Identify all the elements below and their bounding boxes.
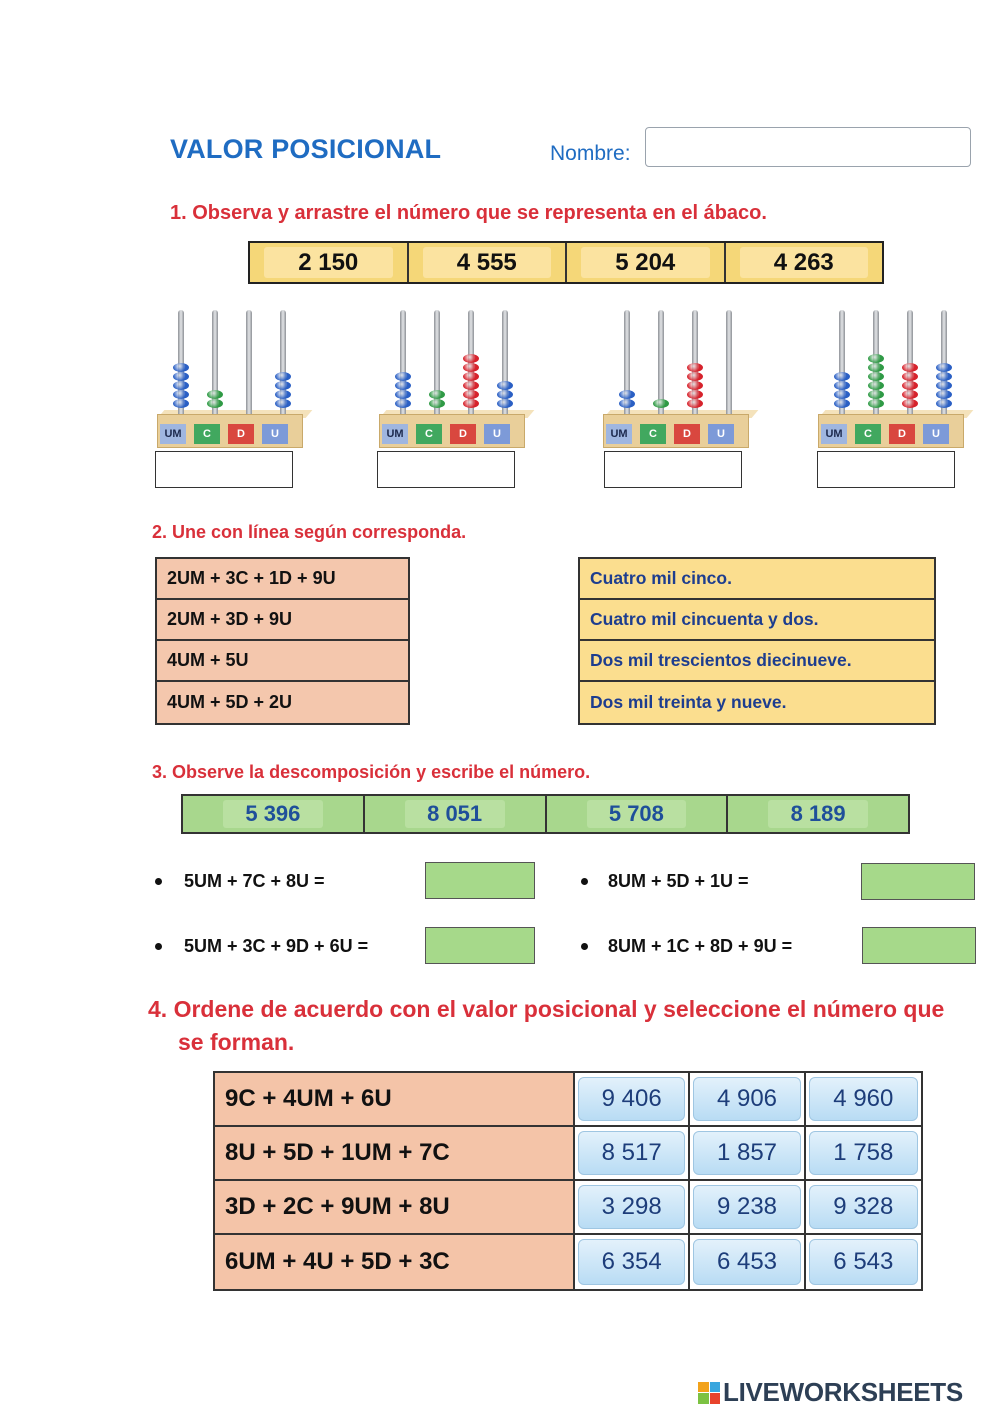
table-row [215,1127,921,1181]
option-cell [806,1181,921,1233]
option-button[interactable]: 1 758 [809,1131,918,1175]
words-cell[interactable]: Cuatro mil cincuenta y dos. [580,600,934,641]
abacus-bead [173,399,189,408]
abacus-label-u: U [708,424,734,444]
expression-cell: 6UM + 4U + 5D + 3C [215,1235,575,1289]
question-3-heading: 3. Observe la descomposición y escribe el número. [152,762,591,782]
abacus-bead [936,381,952,390]
draggable-number[interactable]: 8 189 [768,800,868,828]
abacus-bead [834,399,850,408]
table-row [215,1073,921,1127]
abacus-bead [868,354,884,363]
abacus-label-c: C [855,424,881,444]
abacus-label-c: C [194,424,220,444]
abacus-bead [868,381,884,390]
expression-cell: 8U + 5D + 1UM + 7C [215,1127,575,1179]
option-cell [806,1235,921,1289]
abacus-bead [868,390,884,399]
drag-cell [567,243,726,282]
abacus-bead [395,399,411,408]
abacus-bead [497,399,513,408]
bullet-icon [581,878,588,885]
abacus [818,310,978,450]
question-2-heading: 2. Une con línea según corresponda. [152,522,467,542]
option-button[interactable]: 9 328 [809,1185,918,1229]
draggable-number[interactable]: 5 204 [581,247,710,278]
option-button[interactable]: 9 406 [578,1077,685,1121]
bullet-icon [155,878,162,885]
expression-cell[interactable]: 2UM + 3D + 9U [157,600,408,641]
table-row [215,1235,921,1289]
abacus-bead [395,372,411,381]
option-button[interactable]: 8 517 [578,1131,685,1175]
abacus [157,310,317,450]
bullet-icon [581,943,588,950]
draggable-number[interactable]: 2 150 [264,247,393,278]
abacus-bead [463,390,479,399]
abacus-bead [173,363,189,372]
abacus-rod-u [726,310,732,422]
draggable-number[interactable]: 5 396 [223,800,323,828]
abacus-bead [834,381,850,390]
abacus-bead [173,381,189,390]
abacus-bead [463,354,479,363]
abacus-bead [497,381,513,390]
abacus-bead [936,372,952,381]
abacus-bead [463,363,479,372]
abacus-bead [429,399,445,408]
abacus-bead [275,399,291,408]
abacus-bead [429,390,445,399]
draggable-number[interactable]: 4 263 [740,247,869,278]
abacus-bead [463,372,479,381]
name-label: Nombre: [550,142,631,165]
number-bank-cell [365,796,547,832]
option-cell [575,1235,690,1289]
option-cell [806,1073,921,1125]
selection-table [213,1071,923,1291]
abacus-label-u: U [484,424,510,444]
abacus-bead [687,399,703,408]
option-button[interactable]: 1 857 [693,1131,800,1175]
option-cell [690,1127,805,1179]
words-cell[interactable]: Dos mil treinta y nueve. [590,692,787,712]
option-cell [575,1127,690,1179]
drag-cell [726,243,883,282]
expression-cell[interactable]: 4UM + 5U [157,641,408,682]
abacus-bead [207,390,223,399]
option-button[interactable]: 6 354 [578,1239,685,1285]
abacus-label-c: C [416,424,442,444]
words-table [578,557,936,725]
option-button[interactable]: 3 298 [578,1185,685,1229]
worksheet-title: VALOR POSICIONAL [170,134,442,164]
abacus-bead [497,390,513,399]
abacus-answer-box[interactable] [377,451,515,488]
abacus-bead [173,372,189,381]
liveworksheets-logo [698,1377,963,1408]
answer-drop-box[interactable] [861,863,975,900]
abacus-bead [687,381,703,390]
number-bank-cell [183,796,365,832]
table-row [215,1181,921,1235]
abacus-bead [619,390,635,399]
drag-cell [409,243,568,282]
abacus-bead [936,390,952,399]
abacus-bead [936,363,952,372]
equation-text: 5UM + 7C + 8U = [184,871,325,891]
abacus-label-c: C [640,424,666,444]
expression-cell: 9C + 4UM + 6U [215,1073,575,1125]
abacus [603,310,763,450]
bullet-icon [155,943,162,950]
abacus-bead [687,372,703,381]
equation-text: 8UM + 1C + 8D + 9U = [608,936,793,956]
name-input[interactable] [645,127,971,167]
option-button[interactable]: 6 543 [809,1239,918,1285]
expression-cell: 3D + 2C + 9UM + 8U [215,1181,575,1233]
abacus-label-um: UM [382,424,408,444]
drag-number-bar [248,241,884,284]
option-button[interactable]: 4 906 [693,1077,800,1121]
equation-text: 8UM + 5D + 1U = [608,871,749,891]
number-bank-bar [181,794,910,834]
question-4-heading [148,993,998,1059]
abacus-rod-d [246,310,252,422]
equation-text: 5UM + 3C + 9D + 6U = [184,936,369,956]
abacus-answer-box[interactable] [817,451,955,488]
answer-drop-box[interactable] [425,927,535,964]
abacus-label-u: U [262,424,288,444]
abacus-bead [207,399,223,408]
abacus-bead [902,363,918,372]
draggable-number[interactable]: 8 051 [405,800,505,828]
abacus-label-um: UM [606,424,632,444]
abacus-bead [619,399,635,408]
abacus-bead [902,390,918,399]
words-cell[interactable]: Cuatro mil cinco. [580,559,934,600]
abacus-bead [936,399,952,408]
words-cell[interactable]: Dos mil trescientos diecinueve. [580,641,934,682]
answer-drop-box[interactable] [425,862,535,899]
option-cell [690,1235,805,1289]
option-cell [575,1181,690,1233]
logo-text: LIVEWORKSHEETS [723,1377,963,1407]
abacus-label-um: UM [160,424,186,444]
option-cell [690,1181,805,1233]
abacus-bead [902,399,918,408]
draggable-number[interactable]: 4 555 [423,247,552,278]
abacus-label-d: D [228,424,254,444]
abacus-bead [275,390,291,399]
abacus-bead [834,372,850,381]
option-cell [806,1127,921,1179]
abacus-bead [902,372,918,381]
option-cell [690,1073,805,1125]
answer-drop-box[interactable] [862,927,976,964]
abacus-bead [868,399,884,408]
question-4-heading-line2: se forman. [178,1029,295,1055]
number-bank-cell [728,796,908,832]
abacus-bead [868,363,884,372]
abacus-label-d: D [674,424,700,444]
question-4-heading-line1: 4. Ordene de acuerdo con el valor posicional y seleccione el número que [148,996,945,1022]
option-cell [575,1073,690,1125]
expression-cell[interactable]: 2UM + 3C + 1D + 9U [157,559,408,600]
abacus-bead [275,372,291,381]
abacus-bead [173,390,189,399]
abacus-answer-box[interactable] [155,451,293,488]
abacus-answer-box[interactable] [604,451,742,488]
abacus-bead [902,381,918,390]
logo-icon [698,1382,720,1404]
abacus-label-d: D [450,424,476,444]
abacus-label-um: UM [821,424,847,444]
abacus-bead [275,381,291,390]
draggable-number[interactable]: 5 708 [587,800,687,828]
abacus-bead [868,372,884,381]
abacus-bead [463,399,479,408]
abacus-label-d: D [889,424,915,444]
option-button[interactable]: 6 453 [693,1239,800,1285]
expression-cell[interactable]: 4UM + 5D + 2U [167,692,293,712]
abacus-bead [687,390,703,399]
number-bank-cell [547,796,729,832]
option-button[interactable]: 9 238 [693,1185,800,1229]
expression-table [155,557,410,725]
abacus-bead [395,381,411,390]
abacus [379,310,539,450]
abacus-bead [463,381,479,390]
abacus-bead [834,390,850,399]
abacus-bead [653,399,669,408]
abacus-label-u: U [923,424,949,444]
drag-cell [250,243,409,282]
abacus-bead [395,390,411,399]
question-1-heading: 1. Observa y arrastre el número que se representa en el ábaco. [170,202,767,224]
option-button[interactable]: 4 960 [809,1077,918,1121]
abacus-bead [687,363,703,372]
